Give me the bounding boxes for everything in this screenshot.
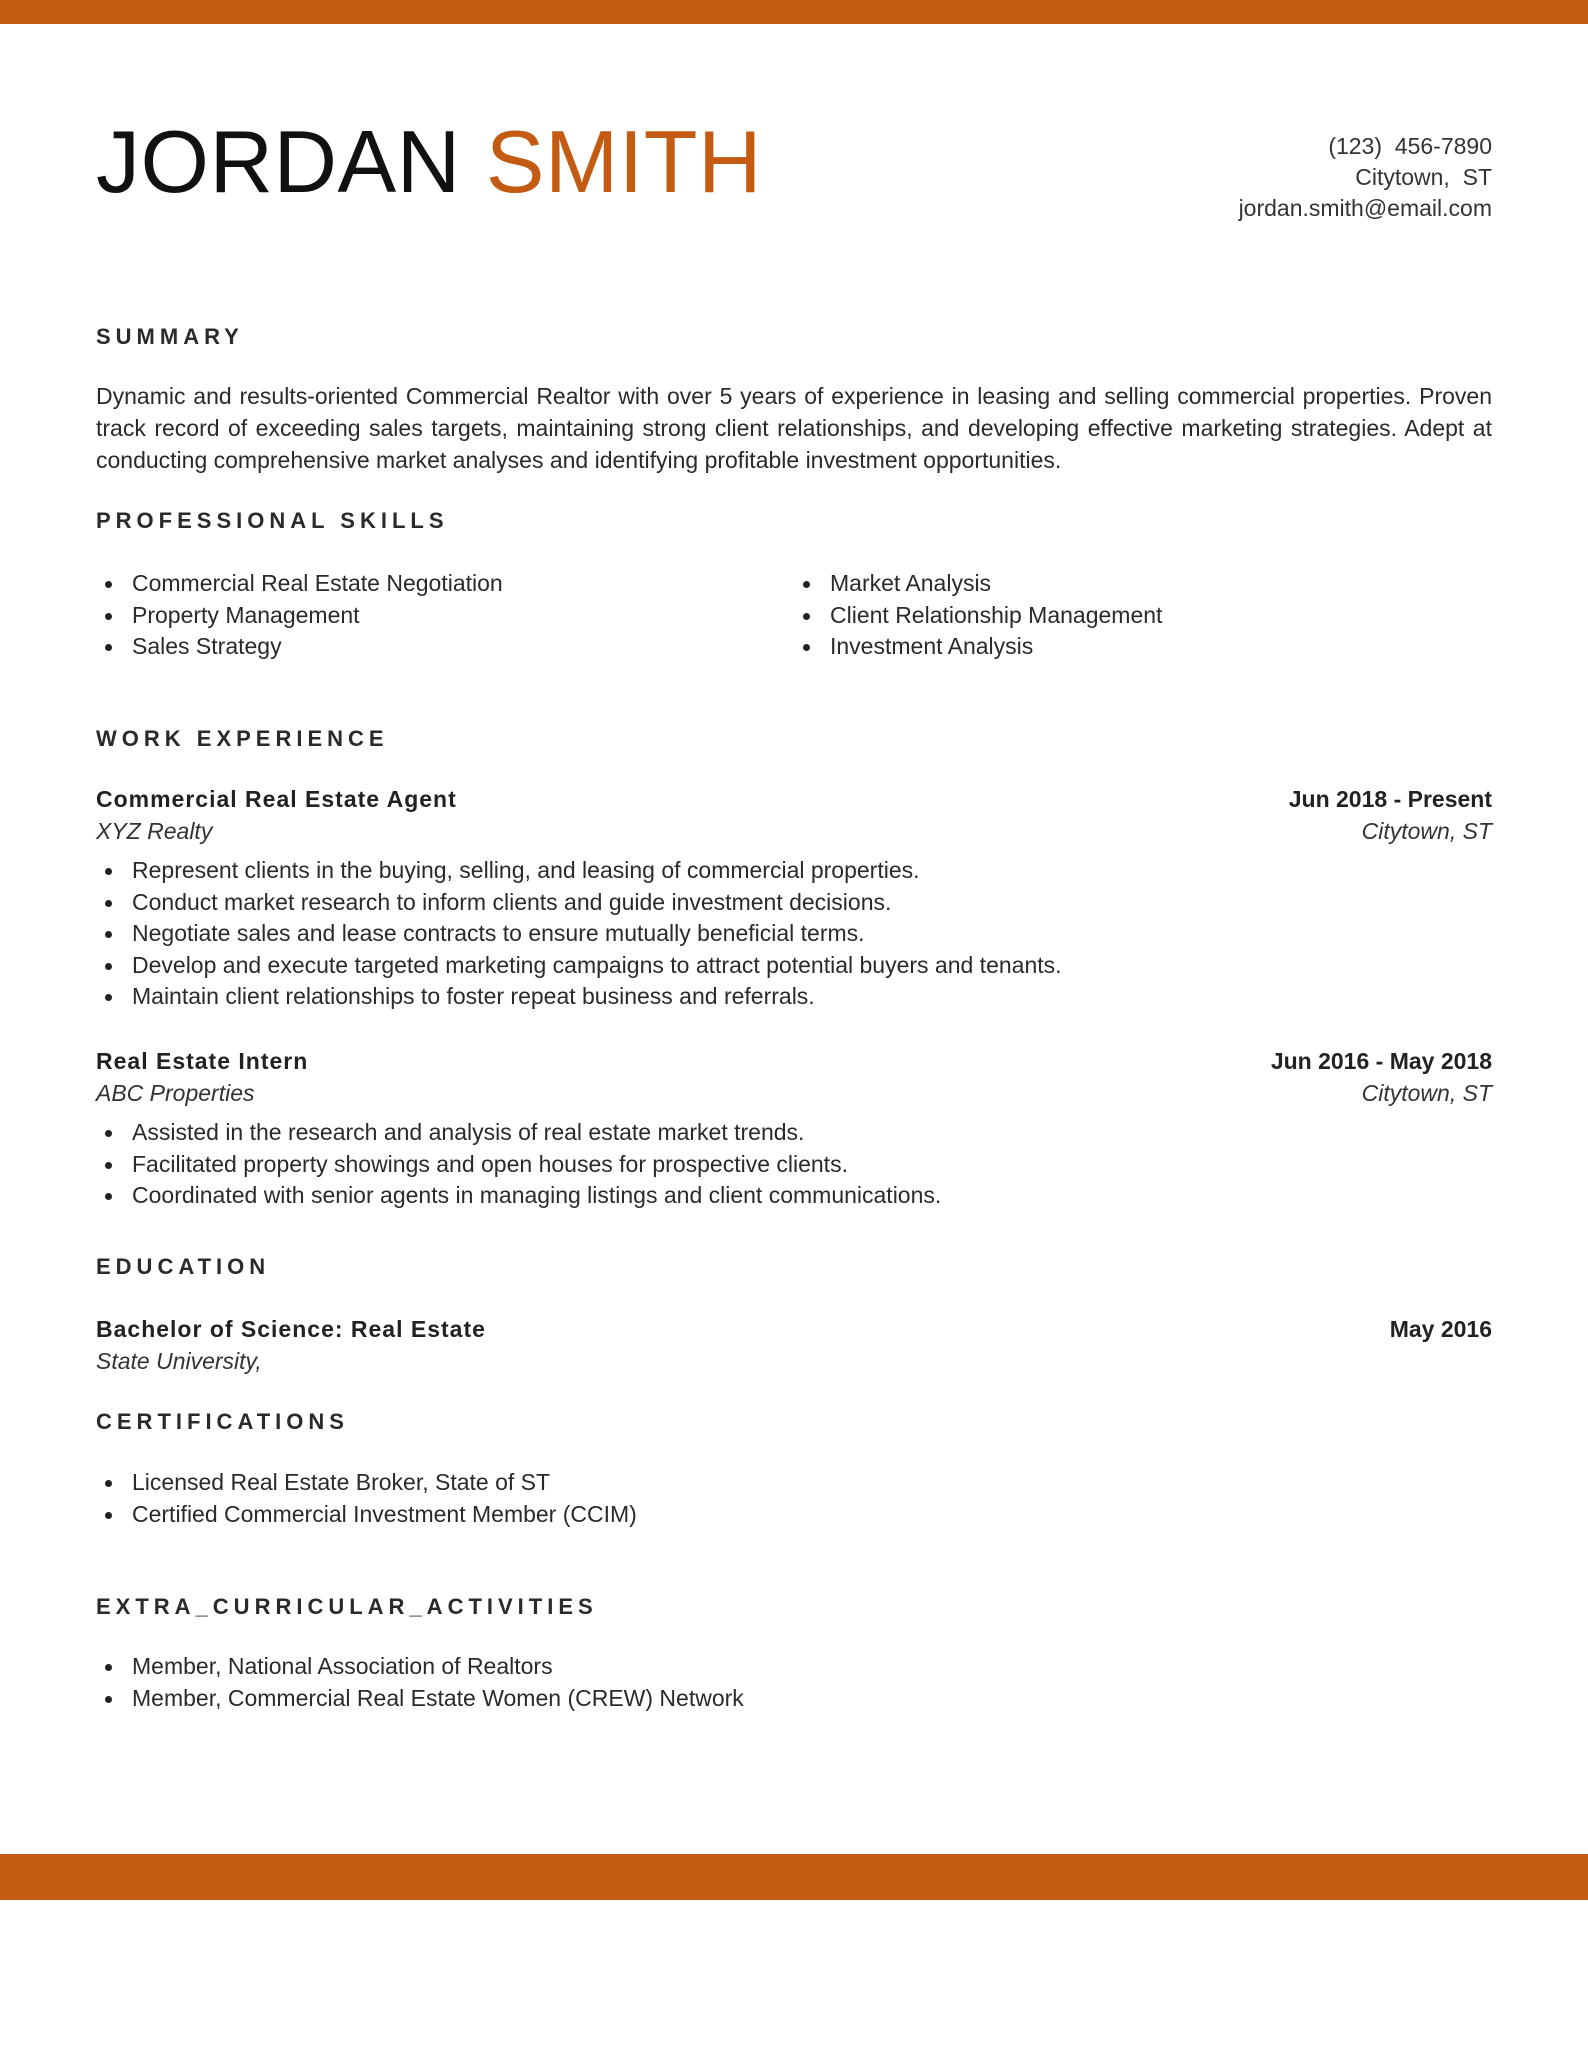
job-location: Citytown, ST — [1361, 1080, 1492, 1106]
skills-list-right — [794, 568, 1162, 663]
job-bullet: Negotiate sales and lease contracts to ensure mutually beneficial terms. — [96, 918, 1492, 950]
job-bullet: Coordinated with senior agents in managing listings and client communications. — [96, 1180, 1492, 1212]
certifications-heading: CERTIFICATIONS — [96, 1409, 349, 1434]
job-bullet: Facilitated property showings and open houses for prospective clients. — [96, 1149, 1492, 1181]
education-entry — [96, 1313, 1492, 1377]
job-bullets — [96, 855, 1492, 1013]
skill-item: Sales Strategy — [96, 631, 503, 663]
job-title: Real Estate Intern — [96, 1048, 309, 1074]
summary-heading: SUMMARY — [96, 324, 244, 349]
last-name: SMITH — [485, 112, 763, 211]
job-entry — [96, 783, 1492, 1013]
graduation-date: May 2016 — [1389, 1316, 1492, 1342]
skill-item: Market Analysis — [794, 568, 1162, 600]
job-bullet: Maintain client relationships to foster repeat business and referrals. — [96, 981, 1492, 1013]
experience-heading: WORK EXPERIENCE — [96, 726, 389, 751]
skills-heading: PROFESSIONAL SKILLS — [96, 508, 449, 533]
activity-item: Member, Commercial Real Estate Women (CREW) Network — [96, 1683, 744, 1715]
skill-item: Client Relationship Management — [794, 600, 1162, 632]
certification-item: Certified Commercial Investment Member (CCIM) — [96, 1499, 637, 1531]
certification-item: Licensed Real Estate Broker, State of ST — [96, 1467, 637, 1499]
email: jordan.smith@email.com — [1238, 195, 1492, 221]
job-entry — [96, 1045, 1492, 1212]
activities-heading: EXTRA_CURRICULAR_ACTIVITIES — [96, 1594, 598, 1619]
job-bullet: Represent clients in the buying, selling, and leasing of commercial properties. — [96, 855, 1492, 887]
job-bullet: Develop and execute targeted marketing campaigns to attract potential buyers and tenants. — [96, 950, 1492, 982]
skill-item: Investment Analysis — [794, 631, 1162, 663]
top-accent-bar — [0, 0, 1588, 24]
degree: Bachelor of Science: Real Estate — [96, 1316, 486, 1342]
job-title: Commercial Real Estate Agent — [96, 786, 457, 812]
job-bullet: Conduct market research to inform clients and guide investment decisions. — [96, 887, 1492, 919]
job-location: Citytown, ST — [1361, 818, 1492, 844]
activities-list — [96, 1651, 744, 1714]
certifications-list — [96, 1467, 637, 1530]
job-company: XYZ Realty — [96, 818, 213, 844]
candidate-name — [96, 112, 762, 212]
education-heading: EDUCATION — [96, 1254, 271, 1279]
first-name: JORDAN — [96, 112, 461, 211]
activity-item: Member, National Association of Realtors — [96, 1651, 744, 1683]
location: Citytown, ST — [1355, 164, 1492, 190]
contact-info — [1239, 131, 1492, 224]
job-dates: Jun 2018 - Present — [1288, 786, 1492, 812]
skill-item: Commercial Real Estate Negotiation — [96, 568, 503, 600]
summary-text: Dynamic and results-oriented Commercial Realtor with over 5 years of experience in leasing and selling commercial properties. Proven track record of exceeding sales targets, maintaining strong client relationships, and developing effective marketing strategies. Adept at conducting comprehensive market analyses and identifying profitable investment opportunities. — [96, 383, 1492, 473]
school: State University, — [96, 1348, 262, 1374]
phone: (123) 456-7890 — [1328, 133, 1492, 159]
job-bullet: Assisted in the research and analysis of real estate market trends. — [96, 1117, 1492, 1149]
skill-item: Property Management — [96, 600, 503, 632]
bottom-accent-bar — [0, 1854, 1588, 1900]
skills-list-left — [96, 568, 503, 663]
job-company: ABC Properties — [96, 1080, 255, 1106]
job-dates: Jun 2016 - May 2018 — [1270, 1048, 1492, 1074]
job-bullets — [96, 1117, 1492, 1212]
